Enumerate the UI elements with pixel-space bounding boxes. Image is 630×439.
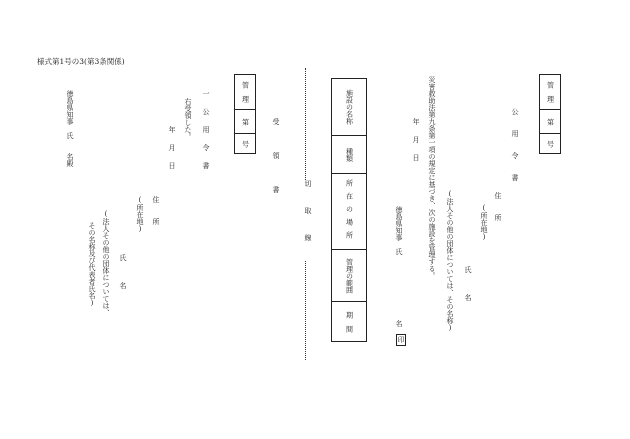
- cut-line-label: 切取線: [300, 180, 311, 261]
- seal-mark: 印: [397, 336, 405, 344]
- permit-name-label: 氏 名: [464, 266, 472, 301]
- permit-issuer-name: 名: [395, 320, 403, 327]
- receipt-corp-note-2: その名称及び代表者氏名): [88, 222, 96, 307]
- permit-address-label: 住 所: [494, 192, 502, 225]
- receipt-date: 年 月 日: [168, 126, 176, 171]
- table-row: [332, 173, 366, 249]
- permit-corp-note: (法人その他の団体については、その名称): [446, 190, 454, 332]
- permit-mgmt-dai: 第: [546, 118, 555, 125]
- receipt-corp-note-1: (法人その他の団体については、: [102, 210, 110, 316]
- receipt-management-number-box: [234, 74, 256, 154]
- receipt-mgmt-dai: 第: [241, 118, 250, 125]
- table-row: [332, 79, 366, 135]
- facility-table: [331, 78, 367, 342]
- permit-address-note: (所在地): [480, 204, 488, 241]
- form-number: 様式第1号の3(第3条関係): [37, 57, 125, 66]
- table-row: [332, 249, 366, 301]
- table-label-type: 種類: [345, 147, 354, 162]
- permit-management-number-box: [539, 74, 561, 154]
- permit-title: 公 用 令 書: [511, 108, 519, 185]
- receipt-title: 受 領 書: [272, 118, 280, 203]
- receipt-received-text: 右受領した。: [184, 98, 192, 140]
- receipt-addressee: 徳島県知事 氏 名殿: [66, 90, 74, 167]
- table-row: [332, 301, 366, 341]
- permit-mgmt-label: 管 理: [546, 81, 555, 103]
- table-label-facility-name: 施設の名称: [345, 89, 354, 125]
- permit-issuer: 徳島県知事 氏: [395, 206, 403, 255]
- table-label-period: 期 間: [345, 311, 354, 332]
- permit-body-text: 災害救助法第九条第一項の規定に基づき、次の施設を管理する。: [428, 76, 436, 279]
- receipt-mgmt-label: 管 理: [241, 81, 250, 103]
- table-row: [332, 135, 366, 173]
- permit-date: 年 月 日: [412, 118, 420, 163]
- permit-mgmt-go: 号: [546, 140, 555, 148]
- table-label-location: 所在の場所: [345, 179, 354, 244]
- receipt-name-label: 氏 名: [119, 254, 127, 289]
- receipt-subject: 一 公 用 令 書: [202, 90, 210, 171]
- receipt-address-note: (所在地): [136, 196, 144, 233]
- receipt-mgmt-go: 号: [241, 140, 250, 148]
- receipt-address-label: 住 所: [152, 196, 160, 229]
- table-label-scope: 管理の範囲: [345, 258, 354, 293]
